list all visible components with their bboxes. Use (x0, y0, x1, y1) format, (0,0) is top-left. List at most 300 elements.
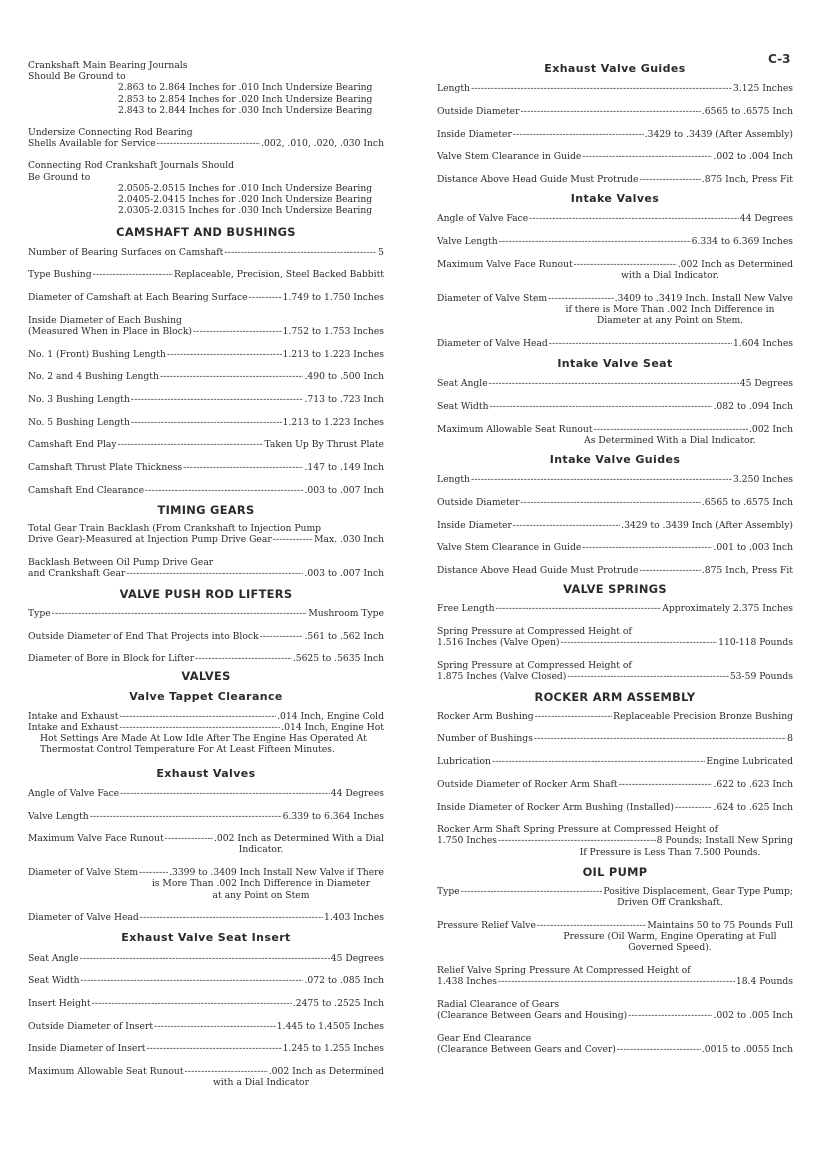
spec-label: Inside Diameter (437, 128, 512, 140)
spec-label: Length (437, 474, 470, 486)
leader-dashes (521, 106, 701, 117)
leader-dashes (120, 788, 330, 799)
spec-row (28, 631, 384, 642)
spec-value: 1.403 Inches (324, 912, 384, 924)
leader-dashes (567, 671, 728, 682)
spec-item (28, 485, 384, 496)
spec-row (28, 292, 384, 303)
subsection-title-intake-guides: Intake Valve Guides (549, 453, 681, 467)
spec-label: Outside Diameter of Rocker Arm Shaft (437, 778, 618, 790)
rod-bearing-shells (28, 127, 384, 149)
leader-dashes (93, 269, 173, 280)
section-title-oil-pump: OIL PUMP (582, 864, 648, 879)
spec-row (437, 424, 793, 435)
spec-value: .3429 to .3439 Inch (After Assembly) (621, 519, 793, 531)
spec-value: 8 Pounds; Install New Spring (656, 835, 793, 847)
spec-item (28, 557, 384, 579)
text-line: Should Be Ground to (28, 71, 126, 83)
spec-label: (Clearance Between Gears and Housing) (437, 1010, 628, 1022)
spec-item (28, 269, 384, 280)
spec-label-line: Inside Diameter of Each Bushing (28, 314, 182, 326)
leader-dashes (183, 462, 303, 473)
spec-row (28, 1066, 384, 1077)
spec-item (28, 912, 384, 923)
spec-row (437, 603, 793, 614)
leader-dashes (535, 711, 613, 722)
spec-item (437, 660, 793, 682)
timing-gears-spec-list (28, 523, 384, 579)
spec-value: .3409 to .3419 Inch. Install New Valve (614, 292, 793, 304)
spec-label: Maximum Valve Face Runout (437, 258, 573, 270)
section-title-lifters: VALVE PUSH ROD LIFTERS (119, 586, 293, 601)
spec-value: 3.125 Inches (733, 83, 793, 95)
tappet-note-line: Hot Settings Are Made At Low Idle After The Engine Has Operated At (40, 733, 367, 745)
leader-dashes (145, 485, 303, 496)
spec-value: .875 Inch, Press Fit (701, 565, 793, 577)
spec-row (28, 833, 384, 844)
spec-label: Outside Diameter of Insert (28, 1020, 154, 1032)
intake-valves-spec-list (437, 213, 793, 349)
spec-item (437, 886, 793, 908)
spec-value: 8 (787, 733, 793, 745)
spec-value: .624 to .625 Inch (713, 801, 793, 813)
spec-label: Type (437, 886, 460, 898)
spec-row (28, 867, 384, 878)
spec-value: 18.4 Pounds (735, 976, 793, 988)
spec-row (437, 637, 793, 648)
spec-row (28, 608, 384, 619)
spec-row (437, 497, 793, 508)
leader-dashes (126, 568, 303, 579)
spec-row (28, 1043, 384, 1054)
spec-item (28, 1066, 384, 1088)
spec-label: Distance Above Head Guide Must Protrude (437, 565, 639, 577)
spec-label: Seat Width (28, 975, 80, 987)
spec-label: Valve Stem Clearance in Guide (437, 542, 582, 554)
spec-label: Distance Above Head Guide Must Protrude (437, 174, 639, 186)
spec-row (437, 338, 793, 349)
spec-row (437, 259, 793, 270)
spec-value: 1.245 to 1.255 Inches (282, 1043, 384, 1055)
tappet-note-line: Thermostat Control Temperature For At Least Fifteen Minutes. (40, 744, 335, 756)
spec-label: Valve Length (28, 810, 89, 822)
spec-item (28, 631, 384, 642)
spec-value: .622 to .623 Inch (713, 778, 793, 790)
spec-value: Positive Displacement, Gear Type Pump; (603, 886, 793, 898)
spec-item (28, 867, 384, 901)
undersize-line: 2.0405-2.0415 Inches for .020 Inch Undersize Bearing (118, 194, 373, 206)
spec-label: No. 3 Bushing Length (28, 394, 130, 406)
spec-label: Diameter of Valve Stem (28, 867, 139, 879)
subsection-title-exhaust-valves: Exhaust Valves (156, 766, 256, 780)
leader-dashes (561, 637, 718, 648)
spec-continuation: Pressure (Oil Warm, Engine Operating at Full (563, 931, 777, 943)
spec-row (28, 998, 384, 1009)
spec-row (28, 439, 384, 450)
spec-label: Type (28, 607, 51, 619)
spec-item (437, 965, 793, 987)
spec-item (437, 920, 793, 954)
spec-item (28, 1043, 384, 1054)
leader-dashes (529, 213, 739, 224)
spec-label: Drive Gear)-Measured at Injection Pump Drive Gear (28, 534, 272, 546)
spec-value: .001 to .003 Inch (713, 542, 793, 554)
spec-continuation: is More Than .002 Inch Difference in Diameter (151, 878, 371, 890)
spec-value: Engine Lubricated (706, 756, 793, 768)
spec-label: Maximum Valve Face Runout (28, 833, 164, 845)
spec-item (28, 788, 384, 799)
text-line: Connecting Rod Crankshaft Journals Should (28, 160, 235, 172)
intake-guides-spec-list (437, 474, 793, 576)
spec-label: Inside Diameter of Insert (28, 1043, 146, 1055)
leader-dashes (224, 247, 377, 258)
spec-label: Valve Stem Clearance in Guide (437, 151, 582, 163)
spec-row (437, 886, 793, 897)
spec-label: Lubrication (437, 756, 491, 768)
spec-continuation: Driven Off Crankshaft. (617, 897, 723, 909)
subsection-title-intake-valves: Intake Valves (570, 192, 660, 206)
leader-dashes (534, 733, 786, 744)
leader-dashes (167, 349, 282, 360)
spec-continuation: Indicator. (238, 844, 284, 856)
leader-dashes (498, 835, 656, 846)
spec-row (437, 378, 793, 389)
spec-label: No. 1 (Front) Bushing Length (28, 348, 166, 360)
spec-label: and Crankshaft Gear (28, 568, 126, 580)
leader-dashes (131, 394, 304, 405)
spec-value: 44 Degrees (330, 787, 384, 799)
spec-value: .3399 to .3409 Inch Install New Valve if There (169, 867, 384, 879)
spec-label-line: Relief Valve Spring Pressure At Compressed Height of (437, 965, 691, 977)
spec-label: Diameter of Camshaft at Each Bearing Surface (28, 292, 248, 304)
spec-label: Insert Height (28, 998, 91, 1010)
spec-value: .6565 to .6575 Inch (701, 105, 793, 117)
leader-dashes (193, 326, 282, 337)
undersize-line: 2.0305-2.0315 Inches for .030 Inch Undersize Bearing (118, 205, 373, 217)
undersize-line: 2.853 to 2.854 Inches for .020 Inch Undersize Bearing (118, 93, 373, 105)
spec-label: Diameter of Bore in Block for Lifter (28, 653, 195, 665)
spec-row (28, 138, 384, 149)
spec-row (28, 534, 384, 545)
subsection-title-intake-seat: Intake Valve Seat (557, 357, 673, 371)
spec-item (437, 779, 793, 790)
spec-label: Angle of Valve Face (28, 787, 120, 799)
spec-row (437, 976, 793, 987)
spec-item (437, 424, 793, 446)
spec-row (28, 371, 384, 382)
spec-value: .072 to .085 Inch (304, 975, 384, 987)
spec-label: Inside Diameter (437, 519, 512, 531)
spec-item (437, 802, 793, 813)
spec-label: Outside Diameter (437, 496, 520, 508)
page-number: C-3 (768, 52, 791, 66)
leader-dashes (195, 653, 292, 664)
spec-label: Seat Angle (437, 378, 488, 390)
leader-dashes (146, 1043, 281, 1054)
spec-label-line: Rocker Arm Shaft Spring Pressure at Compressed Height of (437, 824, 719, 836)
spec-row (28, 788, 384, 799)
spec-item (28, 315, 384, 337)
leader-dashes (492, 756, 705, 767)
spec-value: Replaceable, Precision, Steel Backed Babbitt (173, 269, 384, 281)
spec-value: 1.749 to 1.750 Inches (282, 292, 384, 304)
spec-item (437, 1033, 793, 1055)
spec-row (28, 811, 384, 822)
spec-label: (Measured When in Place in Block) (28, 325, 192, 337)
rocker-arm-spec-list (437, 711, 793, 858)
spec-row (437, 520, 793, 531)
spec-label: Intake and Exhaust (28, 710, 119, 722)
oil-pump-spec-list (437, 886, 793, 1055)
spec-item (437, 174, 793, 185)
spec-item (437, 338, 793, 349)
spec-value: .3429 to .3439 (After Assembly) (644, 128, 793, 140)
spec-value: 1.604 Inches (733, 337, 793, 349)
spec-label: Number of Bushings (437, 733, 533, 745)
spec-item (28, 811, 384, 822)
section-title-rocker-arm: ROCKER ARM ASSEMBLY (534, 689, 696, 704)
leader-dashes (139, 867, 168, 878)
spec-value: 6.339 to 6.364 Inches (282, 810, 384, 822)
spec-row (28, 1021, 384, 1032)
spec-item (437, 824, 793, 858)
spec-item (28, 975, 384, 986)
undersize-line: 2.863 to 2.864 Inches for .010 Inch Undersize Bearing (118, 82, 373, 94)
spec-row (437, 1044, 793, 1055)
spec-value: 53-59 Pounds (729, 671, 793, 683)
spec-value: .713 to .723 Inch (304, 394, 384, 406)
spec-item (437, 999, 793, 1021)
spec-item (437, 520, 793, 531)
spec-item (28, 653, 384, 664)
spec-label: Diameter of Valve Head (28, 912, 139, 924)
spec-item (28, 247, 384, 258)
spec-continuation: As Determined With a Dial Indicator. (584, 434, 756, 446)
seat-insert-spec-list (28, 953, 384, 1089)
leader-dashes (521, 497, 701, 508)
spec-row (28, 912, 384, 923)
leader-dashes (513, 520, 620, 531)
spec-row (28, 711, 384, 722)
spec-value: .561 to .562 Inch (304, 630, 384, 642)
subsection-title-tappet: Valve Tappet Clearance (129, 689, 283, 703)
spec-continuation: If Pressure is Less Than 7.500 Pounds. (579, 846, 761, 858)
undersize-line: 2.843 to 2.844 Inches for .030 Inch Undersize Bearing (118, 104, 373, 116)
leader-dashes (471, 83, 732, 94)
spec-value: 6.334 to 6.369 Inches (691, 236, 793, 248)
leader-dashes (574, 259, 677, 270)
spec-continuation: with a Dial Indicator. (621, 270, 719, 282)
spec-value: 45 Degrees (739, 378, 793, 390)
spec-label: No. 2 and 4 Bushing Length (28, 371, 159, 383)
rod-journals (28, 160, 384, 216)
spec-value: Taken Up By Thrust Plate (264, 439, 384, 451)
spec-value: .082 to .094 Inch (713, 400, 793, 412)
text-line: Crankshaft Main Bearing Journals (28, 60, 188, 71)
spec-value: Approximately 2.375 Inches (662, 603, 793, 615)
spec-label-line: Backlash Between Oil Pump Drive Gear (28, 557, 214, 569)
spec-item (28, 439, 384, 450)
leader-dashes (273, 534, 313, 545)
leader-dashes (471, 474, 732, 485)
section-title-valve-springs: VALVE SPRINGS (563, 582, 667, 597)
spec-row (28, 269, 384, 280)
spec-item (437, 236, 793, 247)
spec-label: Outside Diameter (437, 105, 520, 117)
spec-label-line: Total Gear Train Backlash (From Crankshaft to Injection Pump (28, 523, 322, 535)
spec-row (28, 975, 384, 986)
spec-row (437, 474, 793, 485)
spec-item (437, 259, 793, 281)
spec-row (28, 953, 384, 964)
spec-item (437, 603, 793, 614)
leader-dashes (489, 378, 739, 389)
spec-item (437, 401, 793, 412)
spec-item (437, 106, 793, 117)
leader-dashes (675, 802, 712, 813)
spec-row (437, 920, 793, 931)
spec-continuation: Diameter at any Point on Stem. (596, 315, 744, 327)
spec-value: .147 to .149 Inch (304, 462, 384, 474)
spec-row (437, 106, 793, 117)
spec-item (437, 733, 793, 744)
spec-item (437, 542, 793, 553)
spec-label: Valve Length (437, 236, 498, 248)
spec-label: Outside Diameter of End That Projects into Block (28, 630, 259, 642)
spec-row (28, 247, 384, 258)
leader-dashes (165, 833, 213, 844)
leader-dashes (548, 293, 614, 304)
spec-continuation: with a Dial Indicator (213, 1077, 309, 1089)
valve-springs-spec-list (437, 603, 793, 682)
leader-dashes (582, 151, 712, 162)
leader-dashes (160, 371, 304, 382)
spec-value: 45 Degrees (330, 952, 384, 964)
subsection-title-exhaust-guides: Exhaust Valve Guides (544, 62, 686, 75)
leader-dashes (185, 1066, 268, 1077)
leader-dashes (249, 292, 282, 303)
spec-row (28, 485, 384, 496)
leader-dashes (594, 424, 748, 435)
spec-value: 3.250 Inches (733, 474, 793, 486)
leader-dashes (639, 565, 700, 576)
spec-item (28, 953, 384, 964)
spec-item (437, 756, 793, 767)
spec-row (437, 236, 793, 247)
spec-item (28, 608, 384, 619)
leader-dashes (619, 779, 713, 790)
spec-row (437, 835, 793, 846)
spec-label-line: Gear End Clearance (437, 1032, 532, 1044)
leader-dashes (119, 722, 280, 733)
spec-label: Maximum Allowable Seat Runout (28, 1066, 184, 1078)
text-line: Be Ground to (28, 171, 91, 183)
spec-label: Diameter of Valve Head (437, 337, 548, 349)
spec-value: Maintains 50 to 75 Pounds Full (647, 919, 793, 931)
leader-dashes (582, 542, 712, 553)
spec-value: .0015 to .0055 Inch (701, 1044, 793, 1056)
spec-item (437, 497, 793, 508)
spec-value: .5625 to .5635 Inch (292, 653, 384, 665)
spec-value: Mushroom Type (308, 607, 384, 619)
spec-value: 5 (378, 246, 384, 258)
spec-item (437, 83, 793, 94)
spec-label: Length (437, 83, 470, 95)
spec-label: Number of Bearing Surfaces on Camshaft (28, 246, 224, 258)
tappet-spec-list (28, 711, 384, 733)
camshaft-spec-list (28, 247, 384, 496)
spec-row (437, 129, 793, 140)
spec-continuation: if there is More Than .002 Inch Difference in (565, 303, 775, 315)
leader-dashes (140, 912, 323, 923)
exhaust-guides-spec-list (437, 83, 793, 185)
spec-item (28, 417, 384, 428)
spec-item (28, 371, 384, 382)
spec-item (437, 151, 793, 162)
spec-value: .490 to .500 Inch (304, 371, 384, 383)
spec-label: Inside Diameter of Rocker Arm Bushing (Installed) (437, 801, 674, 813)
spec-row (437, 779, 793, 790)
leader-dashes (90, 811, 282, 822)
spec-row (28, 417, 384, 428)
spec-item (28, 394, 384, 405)
spec-row (28, 462, 384, 473)
spec-value: .002 Inch as Determined (677, 258, 793, 270)
spec-value: .002 to .004 Inch (713, 151, 793, 163)
leader-dashes (260, 631, 304, 642)
spec-label: Maximum Allowable Seat Runout (437, 423, 593, 435)
lifters-spec-list (28, 608, 384, 665)
leader-dashes (639, 174, 700, 185)
spec-label: Seat Angle (28, 952, 79, 964)
spec-row (28, 394, 384, 405)
left-column (28, 60, 384, 1089)
spec-label: Intake and Exhaust (28, 722, 119, 734)
undersize-line: 2.0505-2.0515 Inches for .010 Inch Undersize Bearing (118, 182, 373, 194)
leader-dashes (52, 608, 308, 619)
section-title-valves: VALVES (181, 669, 231, 684)
spec-value: .014 Inch, Engine Cold (277, 710, 384, 722)
leader-dashes (490, 401, 713, 412)
leader-dashes (537, 920, 646, 931)
spec-row (28, 349, 384, 360)
leader-dashes (513, 129, 644, 140)
spec-row (437, 671, 793, 682)
spec-row (28, 722, 384, 733)
intake-seat-spec-list (437, 378, 793, 446)
spec-label: Camshaft End Play (28, 439, 117, 451)
spec-value: .003 to .007 Inch (304, 484, 384, 496)
spec-value: 110-118 Pounds (718, 637, 793, 649)
spec-label: Rocker Arm Bushing (437, 710, 534, 722)
spec-row (437, 174, 793, 185)
leader-dashes (461, 886, 603, 897)
exhaust-valves-spec-list (28, 788, 384, 924)
leader-dashes (81, 975, 304, 986)
spec-item (437, 626, 793, 648)
leader-dashes (131, 417, 282, 428)
section-title-timing-gears: TIMING GEARS (157, 503, 255, 518)
spec-value: .003 to .007 Inch (304, 568, 384, 580)
leader-dashes (499, 236, 691, 247)
spec-row (437, 293, 793, 304)
spec-value: 1.213 to 1.223 Inches (282, 416, 384, 428)
spec-label: Diameter of Valve Stem (437, 292, 548, 304)
spec-row (437, 711, 793, 722)
spec-value: .6565 to .6575 Inch (701, 496, 793, 508)
spec-label: Shells Available for Service (28, 138, 156, 150)
spec-label: 1.750 Inches (437, 835, 497, 847)
